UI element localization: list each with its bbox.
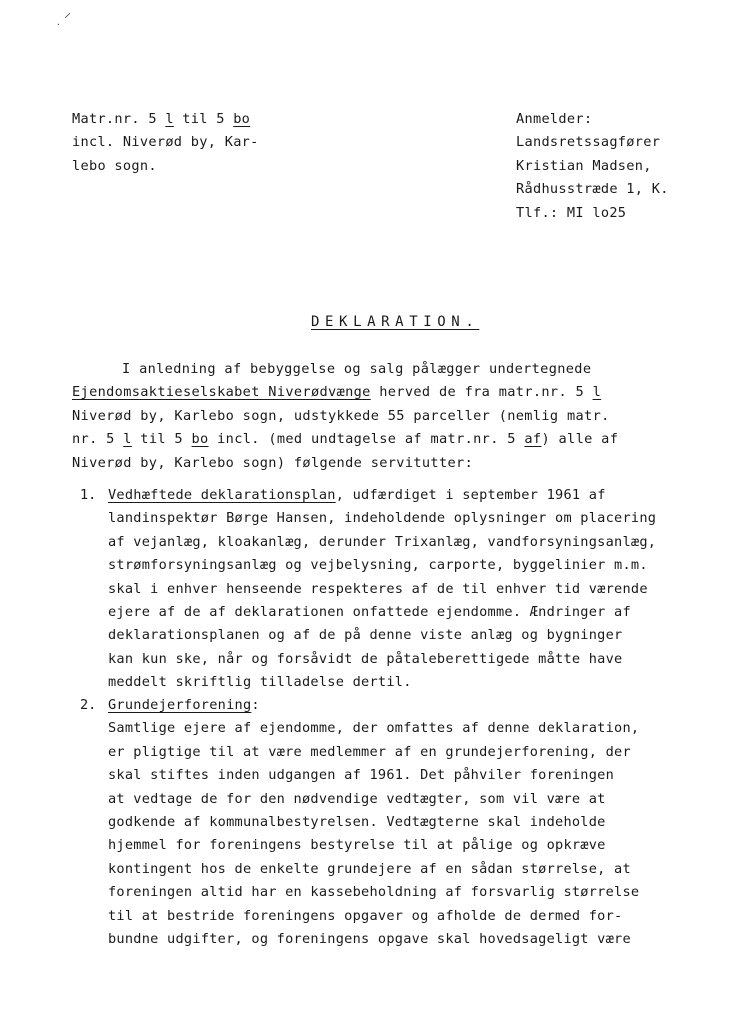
filer-address: Rådhusstræde 1, K.	[516, 181, 669, 198]
filer-label: Anmelder:	[516, 111, 593, 127]
item-1-line: meddelt skriftlig tilladelse dertil.	[108, 674, 412, 691]
item-number-1: 1.	[80, 487, 97, 503]
intro-line-3: Niverød by, Karlebo sogn, udstykkede 55 parceller (nemlig matr.	[72, 407, 610, 424]
intro-line-4: nr. 5 l til 5 bo incl. (med undtagelse af matr.nr. 5 af) alle af	[72, 431, 619, 448]
filer-block	[516, 108, 669, 225]
item-2-line: er pligtige til at være medlemmer af en grundejerforening, der	[108, 743, 631, 760]
item-2-line: foreningen altid har en kassebeholdning af forsvarlig størrelse	[108, 884, 640, 901]
property-reference	[72, 108, 259, 178]
item-1-line: landinspektør Børge Hansen, indeholdende oplysninger om placering	[108, 510, 657, 527]
item-2-line: skal stiftes inden udgangen af 1961. Det påhviler foreningen	[108, 767, 615, 784]
item-2-line: hjemmel for foreningens bestyrelse til at pålige og opkræve	[108, 837, 606, 854]
item-1-line: skal i enhver henseende respekteres af de til enhver tid værende	[108, 580, 648, 597]
ink-mark: ⸝	[64, 5, 71, 21]
servitude-item-2	[108, 694, 639, 951]
item-2-heading: Grundejerforening	[108, 697, 252, 713]
item-2-line: kontingent hos de enkelte grundejere af en sådan størrelse, at	[108, 860, 631, 877]
item-1-heading: Vedhæftede deklarationsplan	[108, 487, 336, 503]
item-2-line: at vedtage de for den nødvendige vedtægter, som vil være at	[108, 790, 606, 807]
intro-line-2: Ejendomsaktieselskabet Niverødvænge herved de fra matr.nr. 5 l	[72, 384, 602, 401]
property-line-3: lebo sogn.	[72, 157, 157, 174]
item-1-line: af vejanlæg, kloakanlæg, derunder Trixanlæg, vandforsyningsanlæg,	[108, 533, 657, 550]
item-1-line: strømforsyningsanlæg og vejbelysning, carporte, byggelinier m.m.	[108, 557, 648, 574]
filer-title: Landsretssagfører	[516, 134, 661, 151]
servitude-item-1	[108, 484, 656, 695]
ink-dot: ·	[56, 20, 61, 29]
item-2-line: Samtlige ejere af ejendomme, der omfattes af denne deklaration,	[108, 720, 640, 737]
property-line-2: incl. Niverød by, Kar-	[72, 134, 259, 151]
filer-name: Kristian Madsen,	[516, 157, 652, 174]
item-1-line: kan kun ske, når og forsåvidt de påtaleberettigede måtte have	[108, 650, 623, 667]
intro-paragraph	[72, 358, 618, 475]
intro-line-5: Niverød by, Karlebo sogn) følgende servitutter:	[72, 454, 474, 471]
item-2-line: til at bestride foreningens opgaver og afholde de dermed for-	[108, 907, 623, 924]
item-1-line: deklarationsplanen og af de på denne viste anlæg og bygninger	[108, 627, 623, 644]
property-line-1: Matr.nr. 5 l til 5 bo	[72, 111, 251, 127]
intro-line-1: I anledning af bebyggelse og salg pålægger undertegnede	[122, 361, 592, 377]
item-1-line: ejere af de af deklarationen onfattede ejendomme. Ændringer af	[108, 603, 631, 620]
document-title: DEKLARATION.	[311, 314, 480, 330]
item-number-2: 2.	[80, 697, 97, 713]
item-2-line: bundne udgifter, og foreningens opgave skal hovedsageligt være	[108, 930, 631, 947]
filer-phone: Tlf.: MI lo25	[516, 204, 627, 221]
item-1-first-line: Vedhæftede deklarationsplan, udfærdiget i september 1961 af	[108, 487, 606, 503]
item-2-first-line: Grundejerforening:	[108, 697, 260, 713]
item-2-line: godkende af kommunalbestyrelsen. Vedtægterne skal indeholde	[108, 813, 606, 830]
